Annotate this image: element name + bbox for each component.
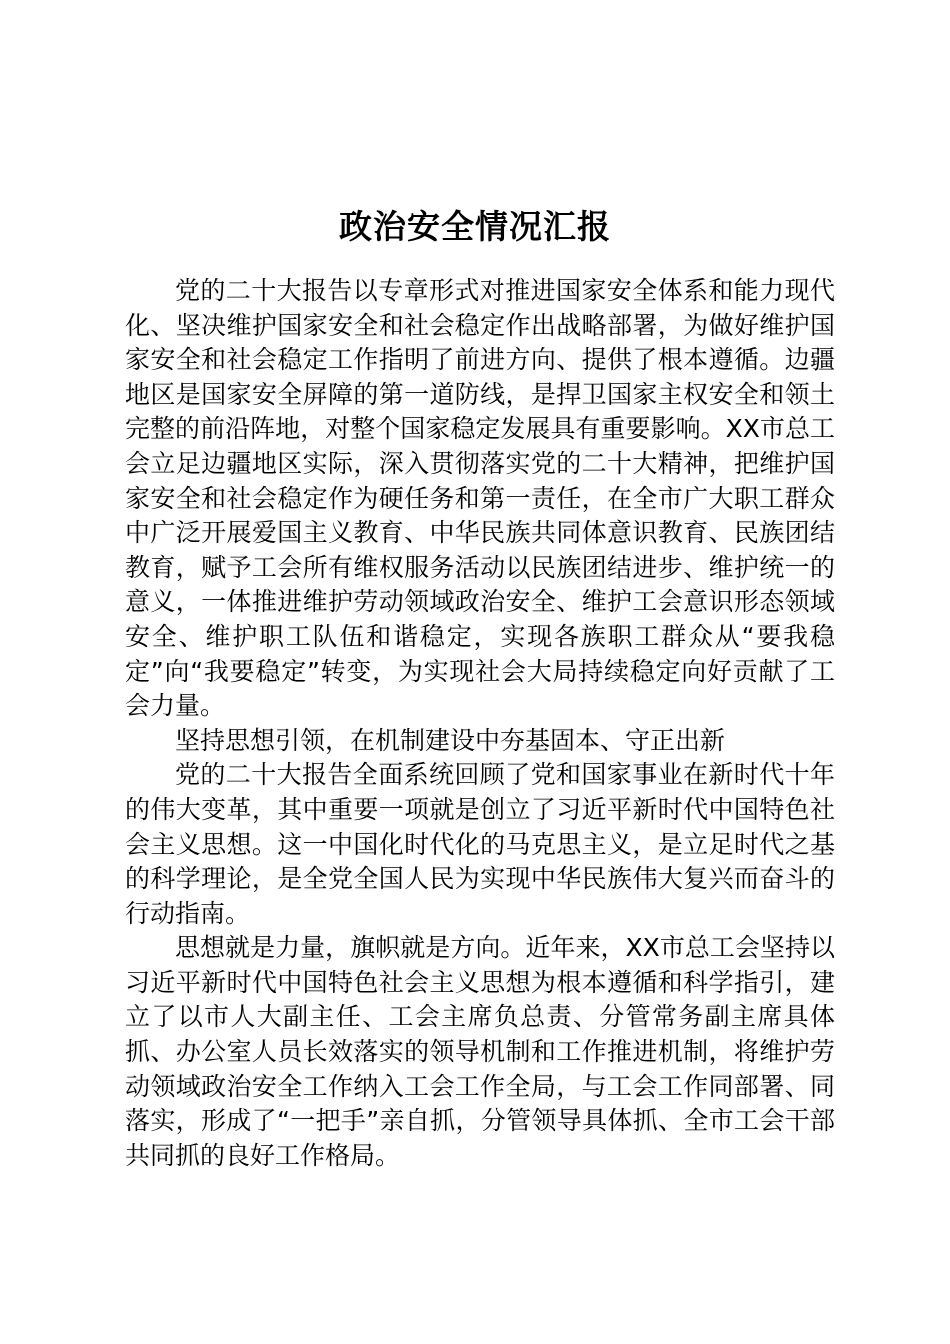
paragraph-mechanism: 思想就是力量，旗帜就是方向。近年来，XX市总工会坚持以习近平新时代中国特色社会主义思想为根本遵循和科学指引，建立了以市人大副主任、工会主席负总责、分管常务副主席具体抓、办公室人员长效落实的领导机制和工作推进机制，将维护劳动领域政治安全工作纳入工会工作全局，与工会工作同部署、同落实，形成了“一把手”亲自抓，分管领导具体抓、全市工会干部共同抓的良好工作格局。 <box>125 933 835 1170</box>
section-heading: 坚持思想引领，在机制建设中夯基固本、守正出新 <box>175 725 726 755</box>
document-title: 政治安全情况汇报 <box>339 207 611 247</box>
paragraph-intro: 党的二十大报告以专章形式对推进国家安全体系和能力现代化、坚决维护国家安全和社会稳定作出战略部署，为做好维护国家安全和社会稳定工作指明了前进方向、提供了根本遵循。边疆地区是国家安全屏障的第一道防线，是捍卫国家主权安全和领土完整的前沿阵地，对整个国家稳定发展具有重要影响。XX市总工会立足边疆地区实际，深入贯彻落实党的二十大精神，把维护国家安全和社会稳定作为硬任务和第一责任，在全市广大职工群众中广泛开展爱国主义教育、中华民族共同体意识教育、民族团结教育，赋予工会所有维权服务活动以民族团结进步、维护统一的意义，一体推进维护劳动领域政治安全、维护工会意识形态领域安全、维护职工队伍和谐稳定，实现各族职工群众从“要我稳定”向“我要稳定”转变，为实现社会大局持续稳定向好贡献了工会力量。 <box>125 276 835 721</box>
paragraph-review: 党的二十大报告全面系统回顾了党和国家事业在新时代十年的伟大变革，其中重要一项就是创立了习近平新时代中国特色社会主义思想。这一中国化时代化的马克思主义，是立足时代之基的科学理论，是全党全国人民为实现中华民族伟大复兴而奋斗的行动指南。 <box>125 760 835 928</box>
document-body <box>125 274 835 1173</box>
